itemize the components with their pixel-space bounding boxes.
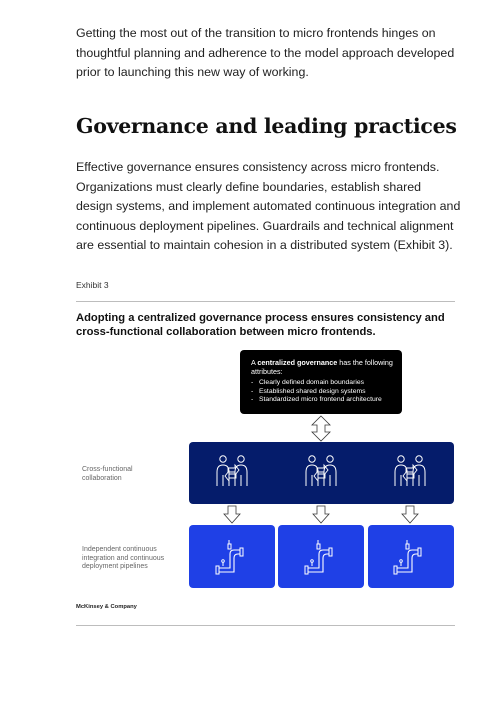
governance-attribute-list	[251, 379, 382, 405]
section-heading: Governance and leading practices	[76, 114, 457, 138]
pipeline-box-2	[278, 525, 364, 588]
governance-intro-bold: centralized governance	[257, 358, 338, 367]
governance-attribute: - Standardized micro frontend architecture	[251, 396, 382, 405]
double-arrow-icon	[312, 416, 330, 441]
governance-attribute: - Clearly defined domain boundaries	[251, 379, 382, 388]
row-label-collaboration: Cross-functional collaboration	[82, 466, 133, 482]
exhibit-bottom-rule	[76, 625, 455, 626]
down-arrow-icon	[313, 506, 329, 523]
pipeline-box-3	[368, 525, 454, 588]
governance-attributes-box	[240, 350, 402, 414]
intro-paragraph: Getting the most out of the transition to micro frontends hinges on thoughtful planning and adherence to the model approach developed prior to launching this new way of working.	[76, 26, 455, 80]
exhibit-label: Exhibit 3	[76, 280, 109, 290]
governance-intro-suffix: has the following attributes:	[251, 358, 393, 376]
governance-intro	[251, 358, 399, 376]
row-label-pipelines: Independent continuous integration and continuous deployment pipelines	[82, 546, 165, 570]
governance-paragraph: Effective governance ensures consistency across micro frontends. Organizations must clearly define boundaries, establish shared design systems, and implement automated continuous integration and continuous deployment pipelines. Guardrails and technical alignment are essential to maintain cohesion in a distributed system (Exhibit 3).	[76, 160, 461, 253]
down-arrow-icon	[402, 506, 418, 523]
exhibit-title: Adopting a centralized governance process ensures consistency and cross-functional collaboration between micro frontends.	[76, 312, 445, 338]
pipeline-box-1	[189, 525, 275, 588]
governance-intro-prefix: A	[251, 358, 258, 367]
down-arrow-icon	[224, 506, 240, 523]
source-credit: McKinsey & Company	[76, 604, 137, 610]
governance-attribute: - Established shared design systems	[251, 388, 382, 397]
